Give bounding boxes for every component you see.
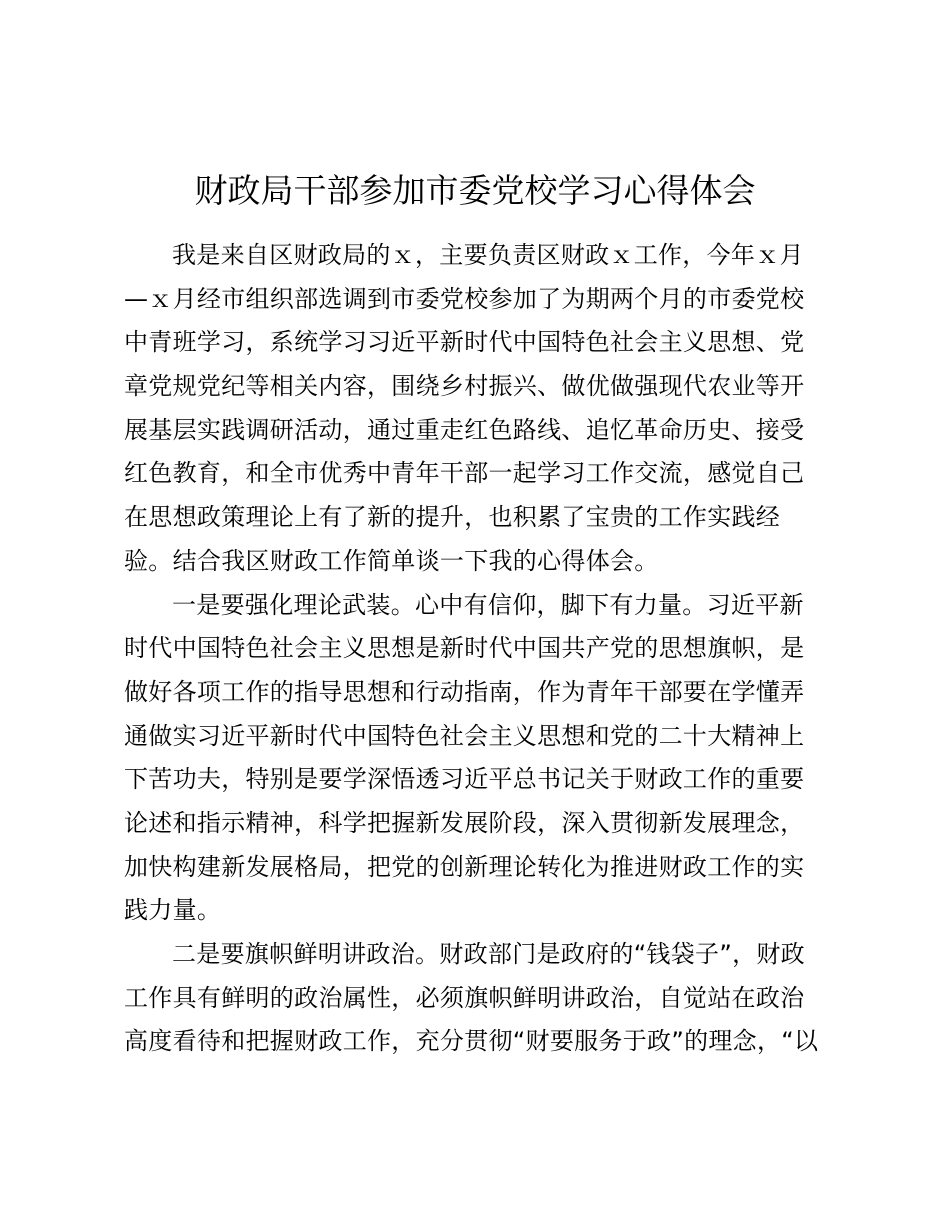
paragraph-2-line-3: 做好各项工作的指导思想和行动指南，作为青年干部要在学懂弄	[124, 677, 805, 706]
paragraph-2-line-4: 通做实习近平新时代中国特色社会主义思想和党的二十大精神上	[124, 721, 805, 750]
paragraph-3-line-2: 工作具有鲜明的政治属性，必须旗帜鲜明讲政治，自觉站在政治	[124, 983, 805, 1012]
paragraph-1-line-2: —ｘ月经市组织部选调到市委党校参加了为期两个月的市委党校	[124, 284, 805, 313]
paragraph-3-line-1: 二是要旗帜鲜明讲政治。财政部门是政府的“钱袋子”，财政	[172, 940, 805, 968]
paragraph-1-line-6: 红色教育，和全市优秀中青年干部一起学习工作交流，感觉自己	[124, 459, 805, 488]
paragraph-2-line-8: 践力量。	[124, 896, 222, 925]
paragraph-1-line-5: 展基层实践调研活动，通过重走红色路线、追忆革命历史、接受	[124, 415, 805, 444]
document-body	[124, 234, 834, 1064]
paragraph-1-line-4: 章党规党纪等相关内容，围绕乡村振兴、做优做强现代农业等开	[124, 372, 805, 401]
paragraph-1-line-3: 中青班学习，系统学习习近平新时代中国特色社会主义思想、党	[124, 328, 805, 357]
document-title: 财政局干部参加市委党校学习心得体会	[194, 171, 756, 210]
paragraph-2-line-7: 加快构建新发展格局，把党的创新理论转化为推进财政工作的实	[124, 852, 805, 881]
paragraph-1-line-7: 在思想政策理论上有了新的提升，也积累了宝贵的工作实践经	[124, 503, 781, 532]
paragraph-1-line-1: 我是来自区财政局的ｘ，主要负责区财政ｘ工作，今年ｘ月	[172, 241, 804, 269]
paragraph-3-line-3: 高度看待和把握财政工作，充分贯彻“财要服务于政”的理念，“以	[124, 1027, 819, 1056]
paragraph-2-line-6: 论述和指示精神，科学把握新发展阶段，深入贯彻新发展理念，	[124, 808, 805, 837]
paragraph-2-line-2: 时代中国特色社会主义思想是新时代中国共产党的思想旗帜，是	[124, 634, 805, 663]
paragraph-2-line-1: 一是要强化理论武装。心中有信仰，脚下有力量。习近平新	[172, 590, 804, 619]
paragraph-1-line-8: 验。结合我区财政工作简单谈一下我的心得体会。	[124, 546, 659, 575]
paragraph-2-line-5: 下苦功夫，特别是要学深悟透习近平总书记关于财政工作的重要	[124, 765, 805, 794]
